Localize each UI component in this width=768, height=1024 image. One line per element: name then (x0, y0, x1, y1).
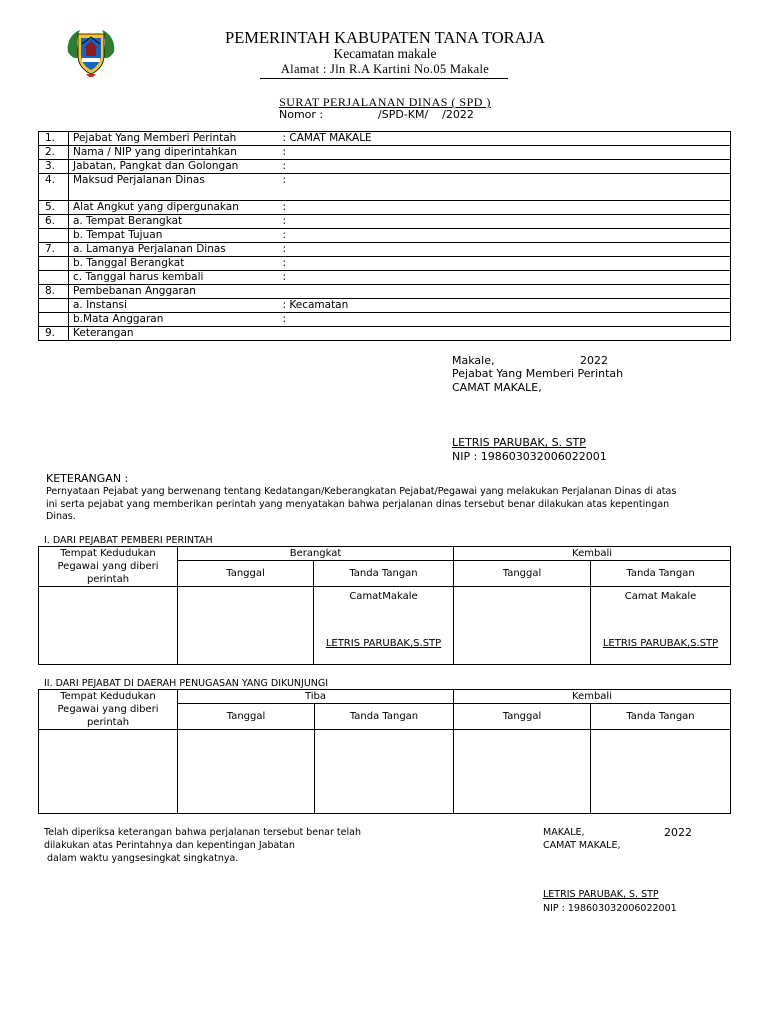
info-row-num: 5. (39, 201, 69, 215)
s2-col-sign-arrive: Tanda Tangan (315, 704, 454, 730)
info-row-num (39, 313, 69, 327)
footer-name: LETRIS PARUBAK, S. STP (543, 889, 659, 900)
info-row-label: Maksud Perjalanan Dinas (69, 174, 279, 201)
sign1-place: Makale, (452, 354, 495, 367)
sign1-year: 2022 (580, 354, 608, 367)
info-row-value[interactable]: : CAMAT MAKALE (279, 132, 731, 146)
info-table (38, 131, 731, 341)
sign1-role: Pejabat Yang Memberi Perintah (452, 367, 624, 380)
info-row (39, 132, 731, 146)
s1-sign-depart-title: CamatMakale (349, 591, 418, 602)
info-row (39, 327, 731, 341)
s1-cell-date-depart[interactable] (178, 587, 314, 665)
sign1-name: LETRIS PARUBAK, S. STP (452, 436, 586, 449)
footer-office: CAMAT MAKALE, (543, 840, 621, 851)
footer-year: 2022 (664, 826, 692, 839)
info-row-label: Jabatan, Pangkat dan Golongan (69, 160, 279, 174)
s2-col-place: Tempat Kedudukan (60, 691, 156, 702)
info-row-num: 2. (39, 146, 69, 160)
s1-cell-sign-return[interactable] (591, 587, 731, 665)
info-row-label: a. Lamanya Perjalanan Dinas (69, 243, 279, 257)
footer-line1: Telah diperiksa keterangan bahwa perjalanan tersebut benar telah (44, 827, 361, 838)
regency-emblem (62, 26, 120, 78)
info-row (39, 299, 731, 313)
section2-table (38, 689, 731, 814)
info-row-label: Nama / NIP yang diperintahkan (69, 146, 279, 160)
s1-cell-date-return[interactable] (454, 587, 591, 665)
info-row-value[interactable]: : (279, 174, 731, 201)
info-row-label: a. Tempat Berangkat (69, 215, 279, 229)
info-row-value[interactable]: : (279, 146, 731, 160)
info-row-value[interactable] (279, 285, 731, 299)
s1-sign-return-title: Camat Makale (624, 591, 697, 602)
s1-cell-place[interactable] (39, 587, 178, 665)
s1-sign-depart-name: LETRIS PARUBAK,S.STP (325, 638, 442, 649)
letterhead-address: Alamat : Jln R.A Kartini No.05 Makale (280, 62, 490, 76)
section2-title: II. DARI PEJABAT DI DAERAH PENUGASAN YANG DIKUNJUNGI (44, 678, 329, 689)
info-row-label: b. Tempat Tujuan (69, 229, 279, 243)
s2-group-return: Kembali (454, 690, 731, 704)
s1-sign-return-name: LETRIS PARUBAK,S.STP (602, 638, 719, 649)
s2-cell-place[interactable] (39, 730, 178, 814)
info-row-num: 7. (39, 243, 69, 257)
info-row-label: Keterangan (69, 327, 279, 341)
s2-group-arrive: Tiba (178, 690, 454, 704)
info-row-num: 3. (39, 160, 69, 174)
info-row-label: c. Tanggal harus kembali (69, 271, 279, 285)
s2-cell-sign-return[interactable] (591, 730, 731, 814)
info-row-label: Alat Angkut yang dipergunakan (69, 201, 279, 215)
info-row-value[interactable]: : (279, 215, 731, 229)
s1-cell-sign-depart[interactable] (314, 587, 454, 665)
info-row (39, 229, 731, 243)
info-row-value[interactable]: : Kecamatan (279, 299, 731, 313)
info-row-num: 8. (39, 285, 69, 299)
keterangan-heading: KETERANGAN : (46, 472, 129, 485)
s1-col-place-sub2: perintah (86, 574, 130, 585)
letterhead-divider (260, 78, 508, 79)
info-row (39, 285, 731, 299)
info-row-label: a. Instansi (69, 299, 279, 313)
info-row (39, 146, 731, 160)
footer-line3: dalam waktu yangsesingkat singkatnya. (44, 853, 239, 864)
info-row (39, 215, 731, 229)
info-row (39, 201, 731, 215)
info-row-value[interactable]: : (279, 257, 731, 271)
footer-line2: dilakukan atas Perintahnya dan kepentingan Jabatan (44, 840, 295, 851)
s1-col-date-depart: Tanggal (178, 561, 314, 587)
keterangan-line2: ini serta pejabat yang memberikan perintah yang menyatakan bahwa perjalanan dinas tersebut benar dilakukan atas kepentingan (46, 499, 670, 510)
keterangan-line1: Pernyataan Pejabat yang berwenang tentang Kedatangan/Keberangkatan Pejabat/Pegawai yang melakukan Perjalanan Dinas di atas (46, 486, 677, 497)
info-row-num (39, 299, 69, 313)
info-row-label: Pembebanan Anggaran (69, 285, 279, 299)
info-row-label: b. Tanggal Berangkat (69, 257, 279, 271)
doc-number-label: Nomor : (279, 108, 324, 121)
s2-cell-sign-arrive[interactable] (315, 730, 454, 814)
info-row-num: 6. (39, 215, 69, 229)
info-row-value[interactable]: : (279, 160, 731, 174)
s2-cell-date-arrive[interactable] (178, 730, 315, 814)
info-row-num (39, 229, 69, 243)
info-row-value[interactable]: : (279, 313, 731, 327)
info-row-value[interactable]: : (279, 243, 731, 257)
s2-col-sign-return: Tanda Tangan (591, 704, 731, 730)
section1-title: I. DARI PEJABAT PEMBERI PERINTAH (44, 535, 213, 546)
info-row-value[interactable]: : (279, 271, 731, 285)
s2-col-date-return: Tanggal (454, 704, 591, 730)
s1-col-place-sub1: Pegawai yang diberi (57, 561, 159, 572)
info-row-num (39, 257, 69, 271)
info-row (39, 243, 731, 257)
letterhead-district: Kecamatan makale (333, 46, 437, 61)
s2-col-place-sub2: perintah (86, 717, 130, 728)
info-row-num (39, 271, 69, 285)
footer-nip: NIP : 198603032006022001 (543, 903, 677, 914)
info-row (39, 313, 731, 327)
info-row (39, 160, 731, 174)
keterangan-line3: Dinas. (46, 511, 76, 522)
letterhead-org: PEMERINTAH KABUPATEN TANA TORAJA (225, 28, 545, 47)
info-row-value[interactable]: : (279, 229, 731, 243)
s2-col-date-arrive: Tanggal (178, 704, 315, 730)
info-row-value[interactable] (279, 327, 731, 341)
s1-group-depart: Berangkat (178, 547, 454, 561)
info-row-num: 9. (39, 327, 69, 341)
s1-col-place: Tempat Kedudukan (60, 548, 156, 559)
info-row (39, 257, 731, 271)
s1-col-sign-return: Tanda Tangan (591, 561, 731, 587)
s2-cell-date-return[interactable] (454, 730, 591, 814)
info-row (39, 174, 731, 201)
sign1-office: CAMAT MAKALE, (452, 381, 542, 394)
s1-col-sign-depart: Tanda Tangan (314, 561, 454, 587)
sign1-nip: NIP : 198603032006022001 (452, 450, 607, 463)
s1-group-return: Kembali (454, 547, 731, 561)
doc-number-value: /SPD-KM/ /2022 (378, 108, 474, 121)
info-row (39, 271, 731, 285)
s1-col-date-return: Tanggal (454, 561, 591, 587)
info-row-num: 1. (39, 132, 69, 146)
info-row-label: Pejabat Yang Memberi Perintah (69, 132, 279, 146)
doc-title: SURAT PERJALANAN DINAS ( SPD ) (279, 95, 491, 109)
s2-col-place-sub1: Pegawai yang diberi (57, 704, 159, 715)
footer-place: MAKALE, (543, 827, 585, 838)
section1-table (38, 546, 731, 665)
info-row-num: 4. (39, 174, 69, 201)
info-row-label: b.Mata Anggaran (69, 313, 279, 327)
info-row-value[interactable]: : (279, 201, 731, 215)
